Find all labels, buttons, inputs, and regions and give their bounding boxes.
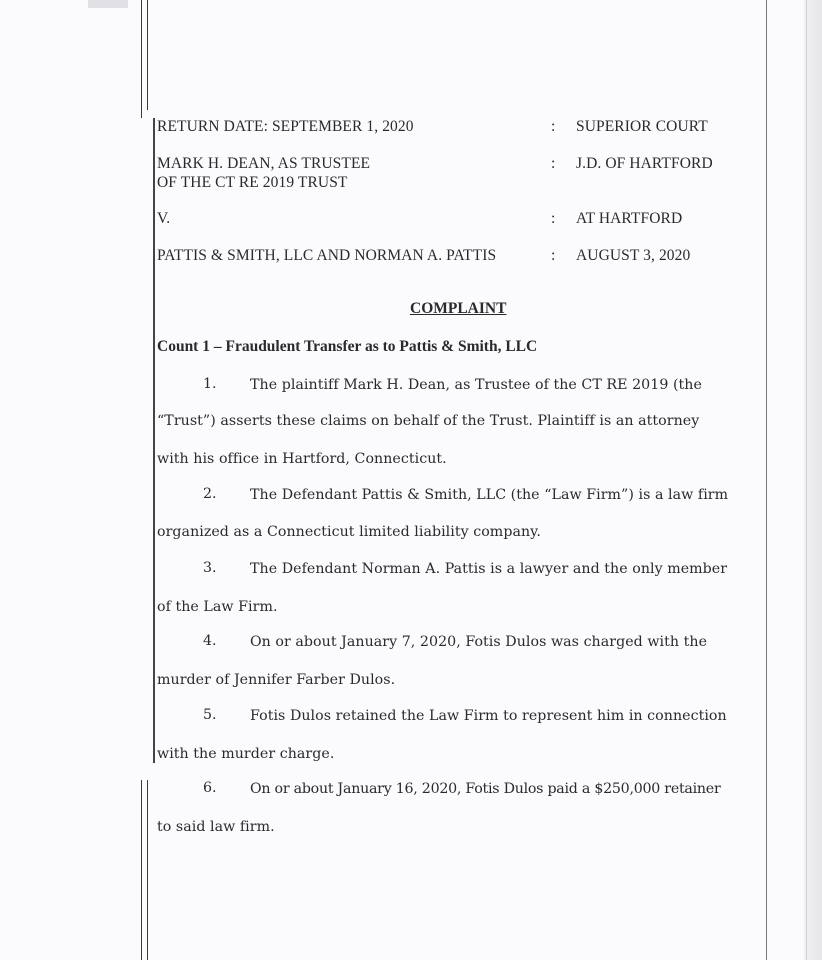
paragraph-line: organized as a Connecticut limited liability company. [157,524,541,540]
paragraph-number: 2. [203,486,217,502]
paragraph-line: with his office in Hartford, Connecticut. [157,451,447,467]
paragraph-line: to said law firm. [157,819,275,835]
paragraph-line: “Trust”) asserts these claims on behalf of the Trust. Plaintiff is an attorney [157,413,700,429]
plaintiff-line-2: OF THE CT RE 2019 TRUST [157,174,348,191]
paragraph-number: 6. [203,780,217,796]
paragraph-first-line: The Defendant Pattis & Smith, LLC (the “Law Firm”) is a law firm [250,487,729,503]
versus: V. [157,210,171,227]
court-name: SUPERIOR COURT [576,118,708,135]
paragraph-first-line: The Defendant Norman A. Pattis is a lawyer and the only member [250,561,728,577]
paragraph-line: of the Law Firm. [157,599,278,615]
caption-colon: : [551,118,556,135]
judicial-district: J.D. OF HARTFORD [576,155,713,172]
margin-rule-left-body [153,118,155,763]
paragraph-line: murder of Jennifer Farber Dulos. [157,672,396,688]
caption-colon: : [551,247,556,264]
margin-rule-left-bottom-inner [147,780,148,960]
page-edge-line [806,0,807,960]
paragraph-number: 5. [203,707,217,723]
margin-rule-left-inner [147,0,148,110]
margin-rule-left-bottom-outer [141,780,142,960]
paragraph-number: 3. [203,560,217,576]
defendants: PATTIS & SMITH, LLC AND NORMAN A. PATTIS [157,247,497,264]
count-heading: Count 1 – Fraudulent Transfer as to Pattis & Smith, LLC [157,338,538,355]
caption-colon: : [551,155,556,172]
filing-date: AUGUST 3, 2020 [576,247,691,264]
caption-colon: : [551,210,556,227]
paragraph-first-line: On or about January 16, 2020, Fotis Dulos paid a $250,000 retainer [250,781,721,797]
court-location: AT HARTFORD [576,210,683,227]
document-title: COMPLAINT [410,300,507,317]
paragraph-first-line: Fotis Dulos retained the Law Firm to represent him in connection [250,708,727,724]
paragraph-first-line: The plaintiff Mark H. Dean, as Trustee of the CT RE 2019 (the [250,377,702,393]
return-date: RETURN DATE: SEPTEMBER 1, 2020 [157,118,414,135]
paragraph-number: 4. [203,633,217,649]
scan-smudge [88,0,128,8]
paragraph-line: with the murder charge. [157,746,335,762]
paragraph-first-line: On or about January 7, 2020, Fotis Dulos was charged with the [250,634,708,650]
paragraph-number: 1. [203,376,217,392]
margin-rule-right [766,0,767,960]
plaintiff-line-1: MARK H. DEAN, AS TRUSTEE [157,155,371,172]
margin-rule-left-outer [141,0,142,118]
